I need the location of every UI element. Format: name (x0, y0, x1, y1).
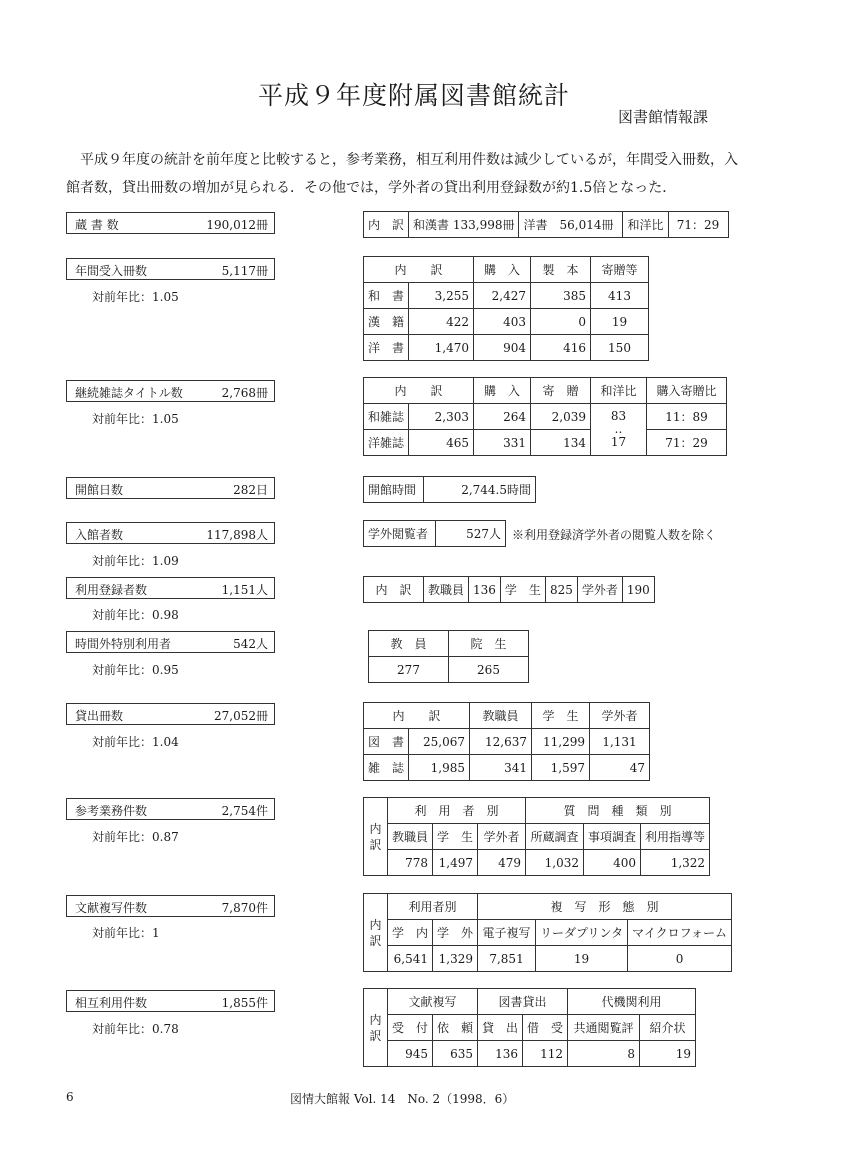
open-hours-table: 開館時間 2,744.5時間 (363, 476, 536, 503)
stat-copies: 文献複写件数 7,870件 (66, 895, 275, 917)
stat-visitors: 入館者数 117,898人 (66, 522, 275, 544)
reference-ratio: 対前年比：0.87 (92, 830, 179, 844)
intro-paragraph: 平成９年度の統計を前年度と比較すると，参考業務，相互利用件数は減少しているが，年間受入冊数，入館者数，貸出冊数の増加が見られる．その他では，学外者の貸出利用登録数が約1.5倍となった． (66, 152, 738, 196)
serials-table: 内 訳 購 入 寄 贈 和洋比 購入寄贈比 和雑誌 2,303 264 2,039 83 ‥ 17 11：89 洋雑誌 465 331 134 71：29 (363, 377, 727, 456)
page-title: 平成９年度附属図書館統計 (258, 81, 571, 110)
loans-table: 内 訳 教職員 学 生 学外者 図 書 25,067 12,637 11,299 1,131 雑 誌 1,985 341 1,597 47 (363, 702, 650, 781)
stat-registered: 利用登録者数 1,151人 (66, 577, 275, 599)
copies-ratio: 対前年比：1 (92, 926, 160, 940)
serials-ratio-cell: 83 ‥ 17 (591, 404, 647, 456)
journal-citation: 図情大館報 Vol. 14 No. 2（1998．6） (290, 1092, 515, 1106)
stat-loans: 貸出冊数 27,052冊 (66, 703, 275, 725)
stat-afterhours: 時間外特別利用者 542人 (66, 631, 275, 653)
acquisitions-ratio: 対前年比：1.05 (92, 290, 179, 304)
outside-viewers-note: ※利用登録済学外者の閲覧人数を除く (512, 528, 717, 542)
copies-table: 内訳 利用者別 複 写 形 態 別 学 内 学 外 電子複写 リーダプリンタ マイクロフォーム 6,541 1,329 7,851 19 0 (363, 893, 732, 972)
stat-acquisitions: 年間受入冊数 5,117冊 (66, 258, 275, 280)
ill-ratio: 対前年比：0.78 (92, 1022, 179, 1036)
ill-table: 内訳 文献複写 図書貸出 代機関利用 受 付 依 頼 貸 出 借 受 共通閲覧評 紹介状 945 635 136 112 8 19 (363, 988, 696, 1067)
stat-collection: 蔵 書 数 190,012冊 (66, 212, 275, 234)
outside-viewers-table: 学外閲覧者 527人 (363, 520, 506, 547)
registered-ratio: 対前年比：0.98 (92, 608, 179, 622)
acquisitions-table: 内 訳 購 入 製 本 寄贈等 和 書 3,255 2,427 385 413 漢 籍 422 403 0 19 洋 書 1,470 904 416 150 (363, 256, 649, 361)
reference-table: 内訳 利 用 者 別 質 問 種 類 別 教職員 学 生 学外者 所蔵調査 事項調査 利用指導等 778 1,497 479 1,032 400 1,322 (363, 797, 710, 876)
collection-breakdown: 内 訳 和漢書 133,998冊 洋書 56,014冊 和洋比 71：29 (363, 211, 729, 238)
visitors-ratio: 対前年比：1.09 (92, 554, 179, 568)
department: 図書館情報課 (618, 108, 709, 126)
serials-ratio: 対前年比：1.05 (92, 412, 179, 426)
afterhours-table: 教 員 院 生 277 265 (368, 630, 529, 683)
stat-reference: 参考業務件数 2,754件 (66, 798, 275, 820)
stat-open-days: 開館日数 282日 (66, 477, 275, 499)
stat-ill: 相互利用件数 1,855件 (66, 990, 275, 1012)
stat-serials: 継続雑誌タイトル数 2,768冊 (66, 380, 275, 402)
registered-table: 内 訳 教職員 136 学 生 825 学外者 190 (363, 576, 655, 603)
page-number: 6 (66, 1090, 74, 1104)
loans-ratio: 対前年比：1.04 (92, 735, 179, 749)
afterhours-ratio: 対前年比：0.95 (92, 663, 179, 677)
